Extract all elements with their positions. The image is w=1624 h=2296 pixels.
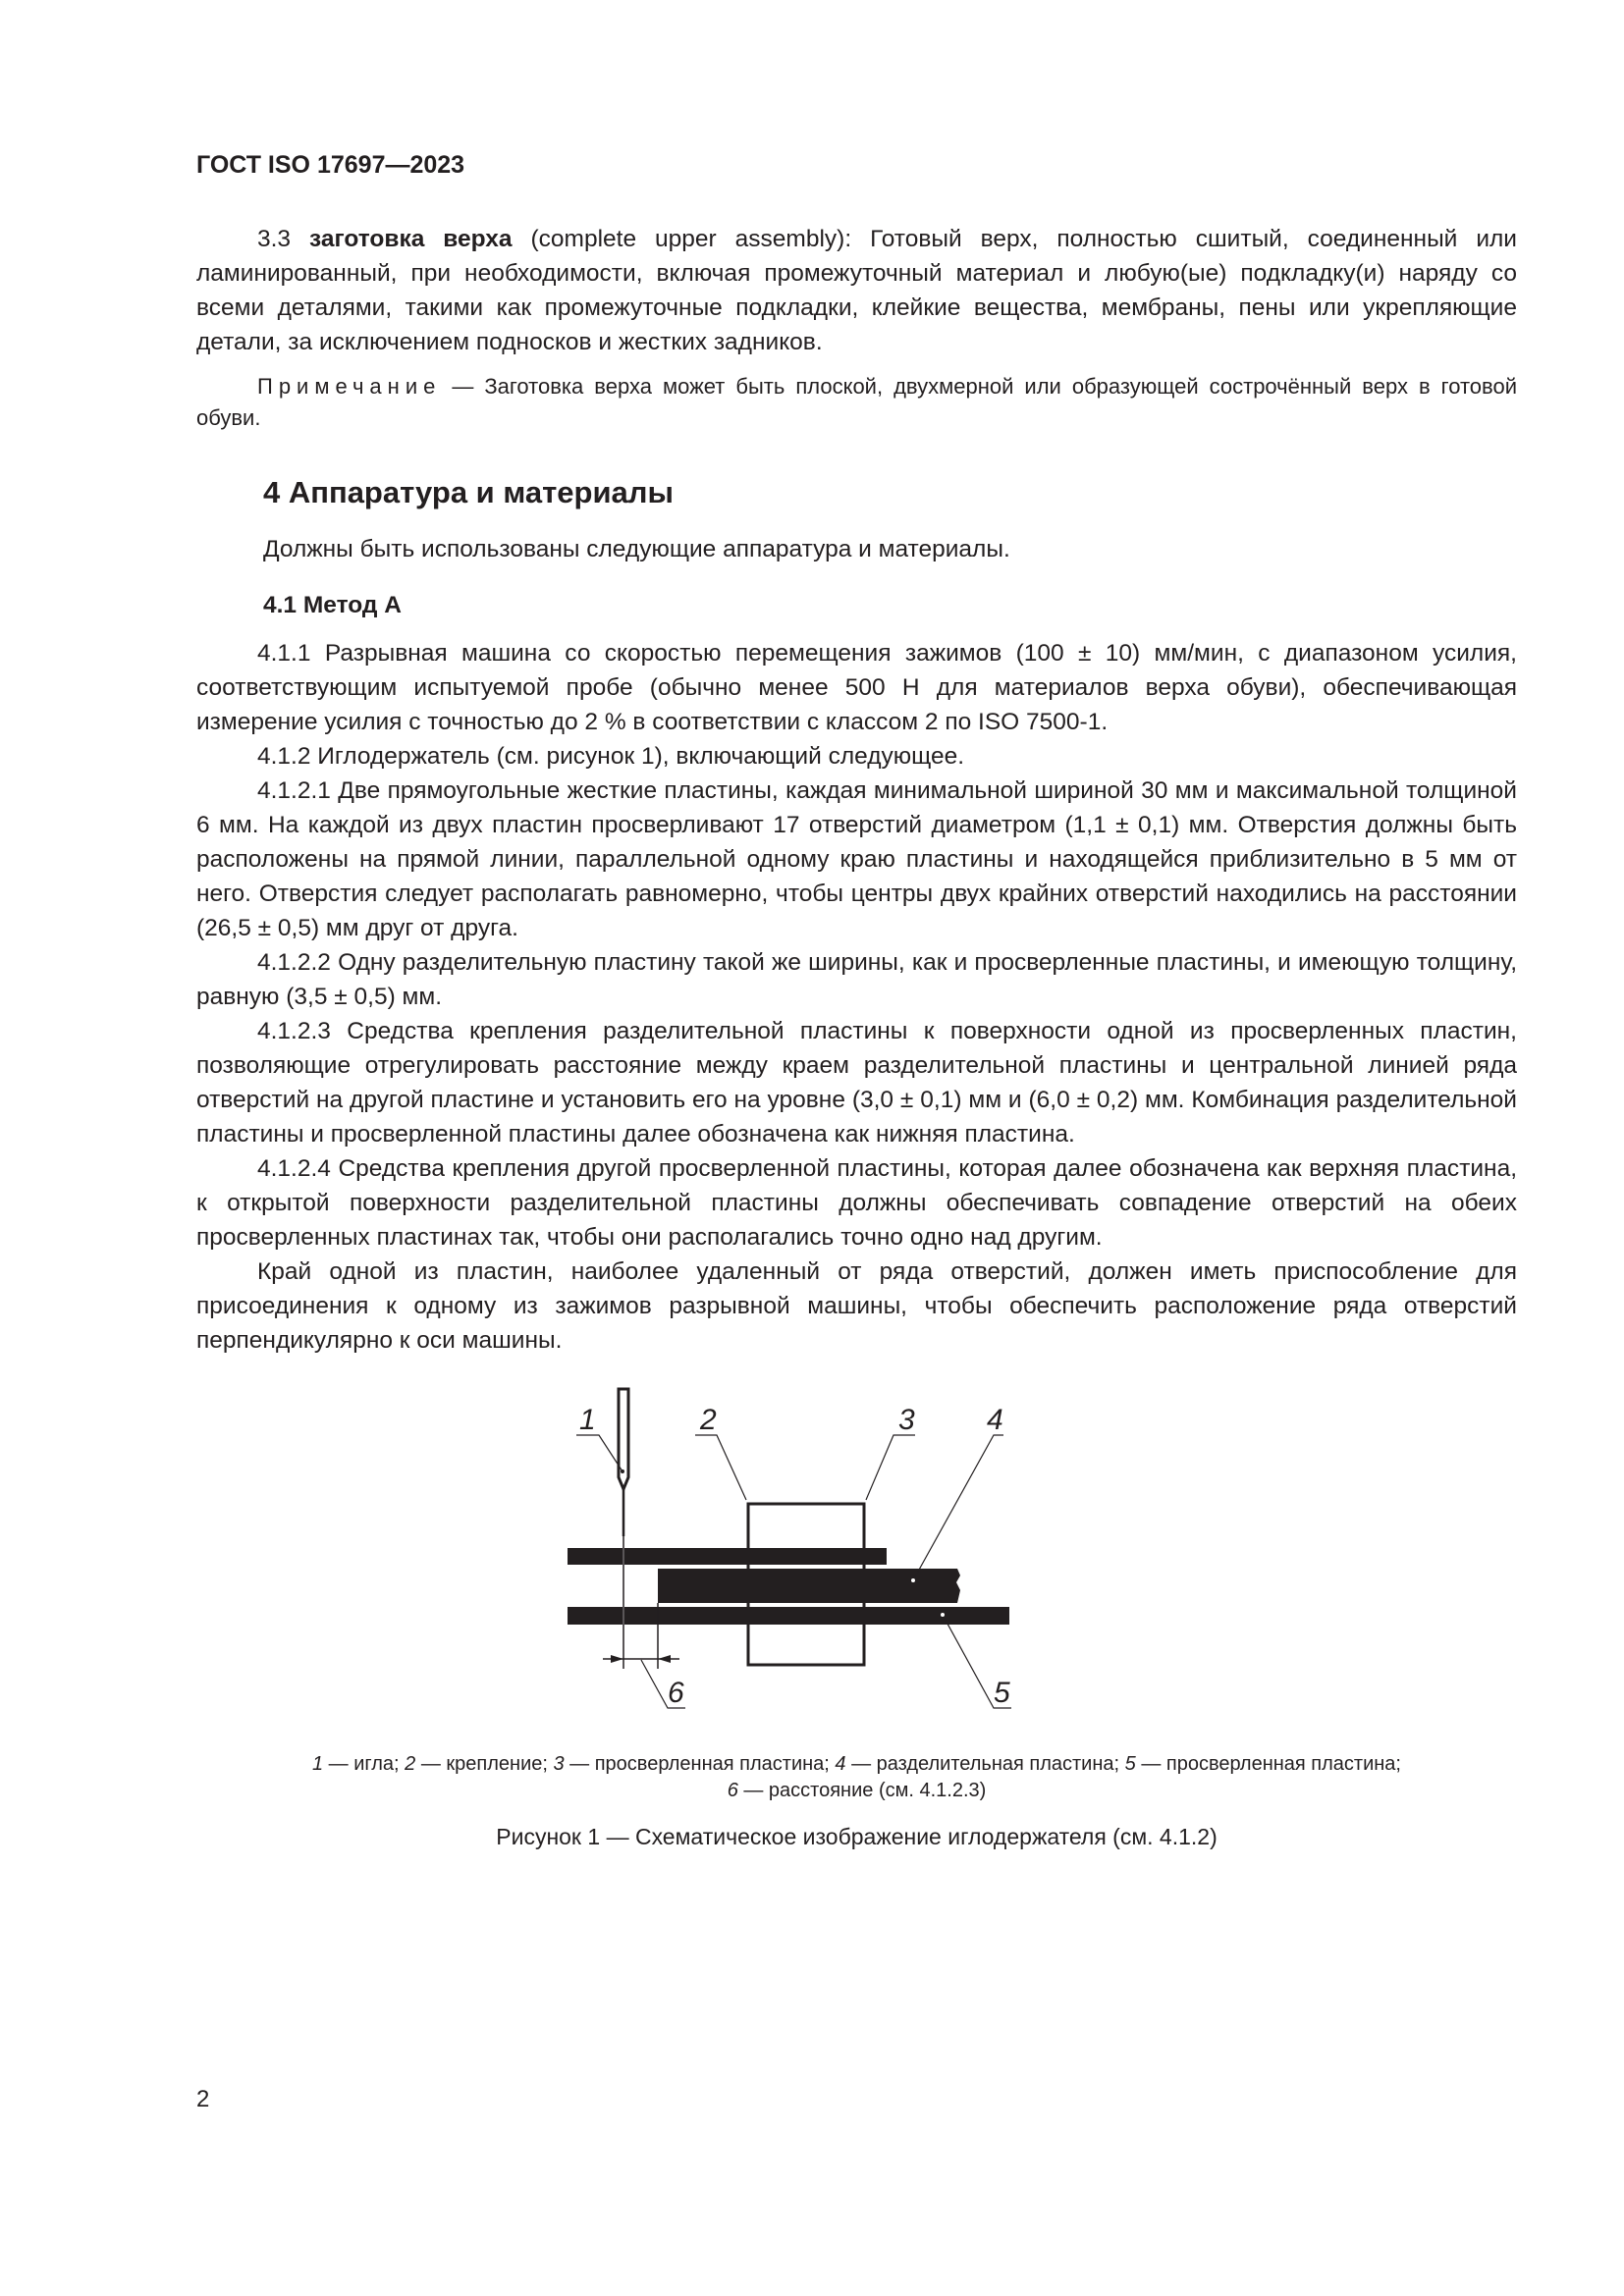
definition-paragraph bbox=[196, 222, 1517, 359]
paragraph-4-1-2-4: 4.1.2.4 Средства крепления другой просверленной пластины, которая далее обозначена как верхняя пластина, к открытой поверхности разделительной пластины должны обеспечивать совпадение отверстий на обеих просверленных пластинах так, чтобы они располагались точно одно над другим. bbox=[196, 1155, 1517, 1251]
upper-drilled-plate bbox=[568, 1548, 887, 1565]
callout-3: 3 bbox=[898, 1404, 915, 1436]
section-heading: 4 Аппаратура и материалы bbox=[263, 475, 674, 509]
callout-4: 4 bbox=[987, 1404, 1003, 1436]
paragraph-4-1-2: 4.1.2 Иглодержатель (см. рисунок 1), включающий следующее. bbox=[257, 743, 965, 770]
document-header: ГОСТ ISO 17697—2023 bbox=[196, 151, 465, 179]
clause-number: 3.3 bbox=[257, 226, 292, 252]
section-4 bbox=[196, 473, 1517, 1358]
legend-key: 5 bbox=[1124, 1753, 1136, 1775]
separator-plate bbox=[658, 1569, 960, 1603]
note bbox=[196, 371, 1517, 434]
note-label: Примечание bbox=[257, 374, 442, 399]
callout-6: 6 bbox=[668, 1677, 684, 1709]
callout-5: 5 bbox=[994, 1677, 1010, 1709]
definition-text: (complete upper assembly): Готовый верх, полностью сшитый, соединенный или ламинированный, при необходимости, включая промежуточный материал и любую(ые) подкладку(и) наряду со всеми деталями, такими как промежуточные подкладки, клейкие вещества, мембраны, пены или укрепляющие детали, за исключением подносков и жестких задников. bbox=[196, 226, 1517, 355]
legend-line-1 bbox=[196, 1751, 1517, 1778]
legend-text: — расстояние (см. 4.1.2.3) bbox=[737, 1780, 987, 1801]
legend-key: 4 bbox=[835, 1753, 846, 1775]
note-text: — Заготовка верха может быть плоской, двухмерной или образующей сострочённый верх в готовой обуви. bbox=[196, 374, 1517, 430]
legend-text: — крепление; bbox=[415, 1753, 554, 1775]
figure-needle-holder-diagram bbox=[540, 1374, 1178, 1747]
figure-title: Рисунок 1 — Схематическое изображение иглодержателя (см. 4.1.2) bbox=[496, 1824, 1218, 1849]
legend-text: — просверленная пластина; bbox=[564, 1753, 836, 1775]
page-number: 2 bbox=[196, 2086, 210, 2112]
legend-key: 6 bbox=[727, 1780, 738, 1801]
section-3-3 bbox=[196, 222, 1517, 434]
paragraph-4-1-2-2: 4.1.2.2 Одну разделительную пластину такой же ширины, как и просверленные пластины, и имеющую толщину, равную (3,5 ± 0,5) мм. bbox=[196, 949, 1517, 1010]
figure-legend bbox=[196, 1751, 1517, 1804]
callout-2: 2 bbox=[700, 1404, 717, 1436]
legend-text: — разделительная пластина; bbox=[845, 1753, 1125, 1775]
legend-text: — просверленная пластина; bbox=[1135, 1753, 1401, 1775]
section-intro: Должны быть использованы следующие аппаратура и материалы. bbox=[263, 536, 1010, 562]
subsection-heading: 4.1 Метод А bbox=[263, 592, 402, 618]
legend-line-2 bbox=[196, 1778, 1517, 1804]
paragraph-4-1-2-1: 4.1.2.1 Две прямоугольные жесткие пластины, каждая минимальной шириной 30 мм и максимальной толщиной 6 мм. На каждой из двух пластин просверливают 17 отверстий диаметром (1,1 ± 0,1) мм. Отверстия должны быть расположены на прямой линии, параллельной одному краю пластины и находящейся приблизительно в 5 мм от него. Отверстия следует располагать равномерно, чтобы центры двух крайних отверстий находились на расстоянии (26,5 ± 0,5) мм друг от друга. bbox=[196, 777, 1517, 941]
paragraph-4-1-2-3: 4.1.2.3 Средства крепления разделительной пластины к поверхности одной из просверленных пластин, позволяющие отрегулировать расстояние между краем разделительной пластины и центральной линией ряда отверстий на другой пластине и установить его на уровне (3,0 ± 0,1) мм и (6,0 ± 0,2) мм. Комбинация разделительной пластины и просверленной пластины далее обозначена как нижняя пластина. bbox=[196, 1018, 1517, 1148]
legend-key: 1 bbox=[312, 1753, 324, 1775]
legend-key: 2 bbox=[405, 1753, 416, 1775]
term: заготовка верха bbox=[309, 226, 513, 252]
needle bbox=[619, 1389, 628, 1489]
paragraph-clamp: Край одной из пластин, наиболее удаленный от ряда отверстий, должен иметь приспособление для присоединения к одному из зажимов разрывной машины, чтобы обеспечить расположение ряда отверстий перпендикулярно к оси машины. bbox=[196, 1258, 1517, 1354]
paragraph-4-1-1: 4.1.1 Разрывная машина со скоростью перемещения зажимов (100 ± 10) мм/мин, с диапазоном усилия, соответствующим испытуемой пробе (обычно менее 500 Н для материалов верха обуви), обеспечивающая измерение усилия с точностью до 2 % в соответствии с классом 2 по ISO 7500-1. bbox=[196, 640, 1517, 735]
legend-text: — игла; bbox=[323, 1753, 406, 1775]
legend-key: 3 bbox=[553, 1753, 565, 1775]
callout-1: 1 bbox=[579, 1404, 596, 1436]
